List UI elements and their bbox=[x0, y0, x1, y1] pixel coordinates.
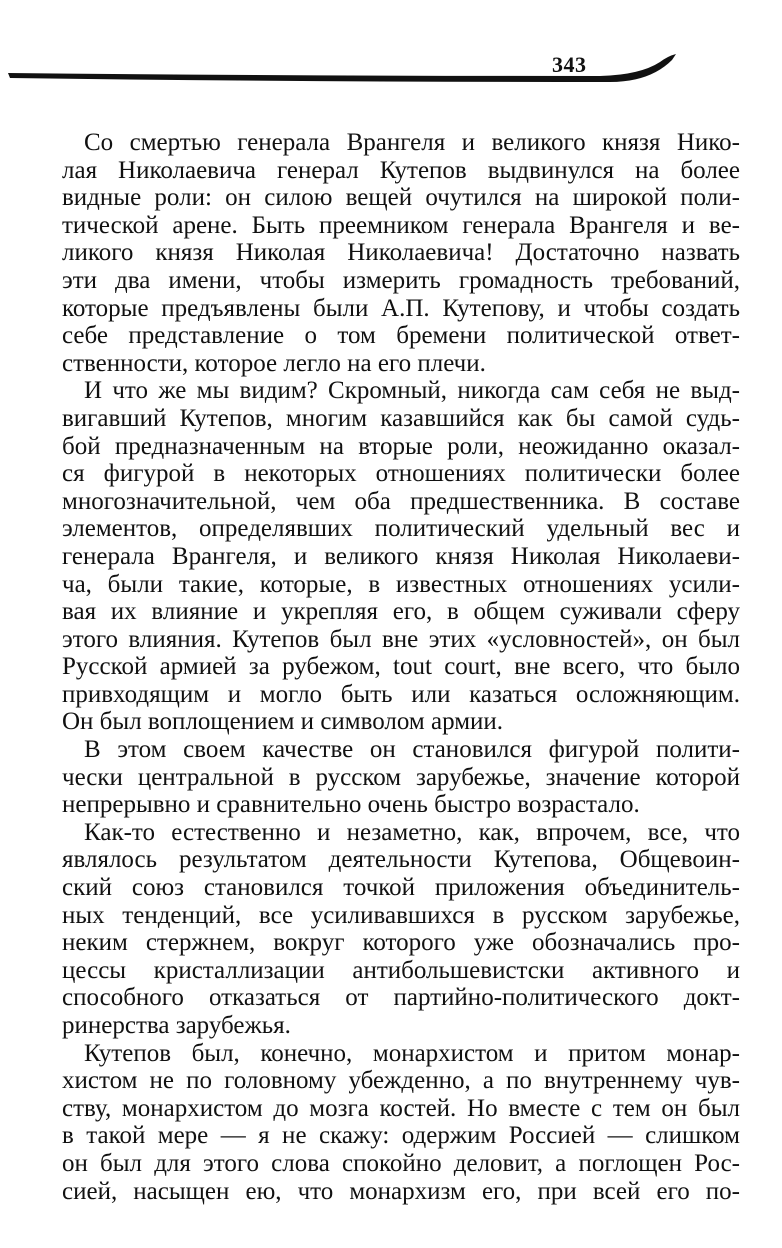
text-line: в такой мере — я не скажу: одержим Россией — слишком bbox=[62, 1122, 740, 1150]
text-line: ных тенденций, все усиливавшихся в русском зарубежье, bbox=[62, 901, 740, 929]
text-line: вая их влияние и укрепляя его, в общем суживали сферу bbox=[62, 598, 740, 626]
text-line: этого влияния. Кутепов был вне этих «условностей», он был bbox=[62, 625, 740, 653]
text-line: ственности, которое легло на его плечи. bbox=[62, 349, 486, 377]
text-line: себе представление о том бремени политической ответ- bbox=[62, 322, 740, 350]
text-line: которые предъявлены были А.П. Кутепову, и чтобы создать bbox=[62, 294, 740, 322]
text-line: Кутепов был, конечно, монархистом и притом монар- bbox=[84, 1039, 740, 1067]
text-line: являлось результатом деятельности Кутепова, Общевоин- bbox=[62, 846, 740, 874]
text-line: ча, были такие, которые, в известных отношениях усили- bbox=[62, 570, 740, 598]
text-line: генерала Врангеля, и великого князя Николая Николаеви- bbox=[62, 542, 740, 570]
text-line: ринерства зарубежья. bbox=[62, 1012, 291, 1039]
text-line: он был для этого слова спокойно деловит, а поглощен Рос- bbox=[62, 1149, 740, 1177]
text-line: сией, насыщен ею, что монархизм его, при всей его по- bbox=[62, 1177, 740, 1205]
text-line: привходящим и могло быть или казаться осложняющим. bbox=[62, 680, 740, 708]
text-line: ликого князя Николая Николаевича! Достаточно назвать bbox=[62, 239, 740, 267]
text-line: неким стержнем, вокруг которого уже обозначались про- bbox=[62, 929, 740, 957]
text-line: хистом не по головному убежденно, а по внутреннему чув- bbox=[62, 1067, 740, 1095]
text-line: ся фигурой в некоторых отношениях политически более bbox=[62, 460, 740, 488]
text-line: Со смертью генерала Врангеля и великого князя Нико- bbox=[84, 129, 740, 156]
page-number: 343 bbox=[552, 52, 587, 77]
text-line: способного отказаться от партийно-политического докт- bbox=[62, 984, 740, 1012]
text-line: чески центральной в русском зарубежье, значение которой bbox=[62, 763, 740, 791]
text-line: вигавший Кутепов, многим казавшийся как бы самой судь- bbox=[62, 404, 740, 432]
text-line: эти два имени, чтобы измерить громадность требований, bbox=[62, 266, 740, 294]
running-header bbox=[0, 40, 782, 120]
text-line: лая Николаевича генерал Кутепов выдвинулся на более bbox=[62, 156, 740, 184]
text-line: многозначительной, чем оба предшественника. В составе bbox=[62, 487, 740, 515]
text-line: бой предназначенным на вторые роли, неожиданно оказал- bbox=[62, 432, 740, 460]
text-line: непрерывно и сравнительно очень быстро возрастало. bbox=[62, 791, 640, 819]
text-line: В этом своем качестве он становился фигурой полити- bbox=[84, 736, 740, 764]
text-line: цессы кристаллизации антибольшевистски активного и bbox=[62, 956, 740, 984]
text-line: И что же мы видим? Скромный, никогда сам себя не выд- bbox=[84, 377, 740, 405]
text-line: элементов, определявших политический удельный вес и bbox=[62, 515, 740, 543]
body-text bbox=[62, 129, 740, 1205]
text-line: ству, монархистом до мозга костей. Но вместе с тем он был bbox=[62, 1094, 740, 1122]
text-line: Он был воплощением и символом армии. bbox=[62, 708, 504, 736]
header-rule-ornament bbox=[0, 40, 782, 100]
text-line: тической арене. Быть преемником генерала Врангеля и ве- bbox=[62, 211, 740, 239]
text-line: Как-то естественно и незаметно, как, впрочем, все, что bbox=[84, 818, 740, 846]
text-line: ский союз становился точкой приложения объединитель- bbox=[62, 874, 740, 902]
text-line: видные роли: он силою вещей очутился на широкой поли- bbox=[62, 184, 740, 212]
text-line: Русской армией за рубежом, tout court, вне всего, что было bbox=[62, 653, 740, 681]
